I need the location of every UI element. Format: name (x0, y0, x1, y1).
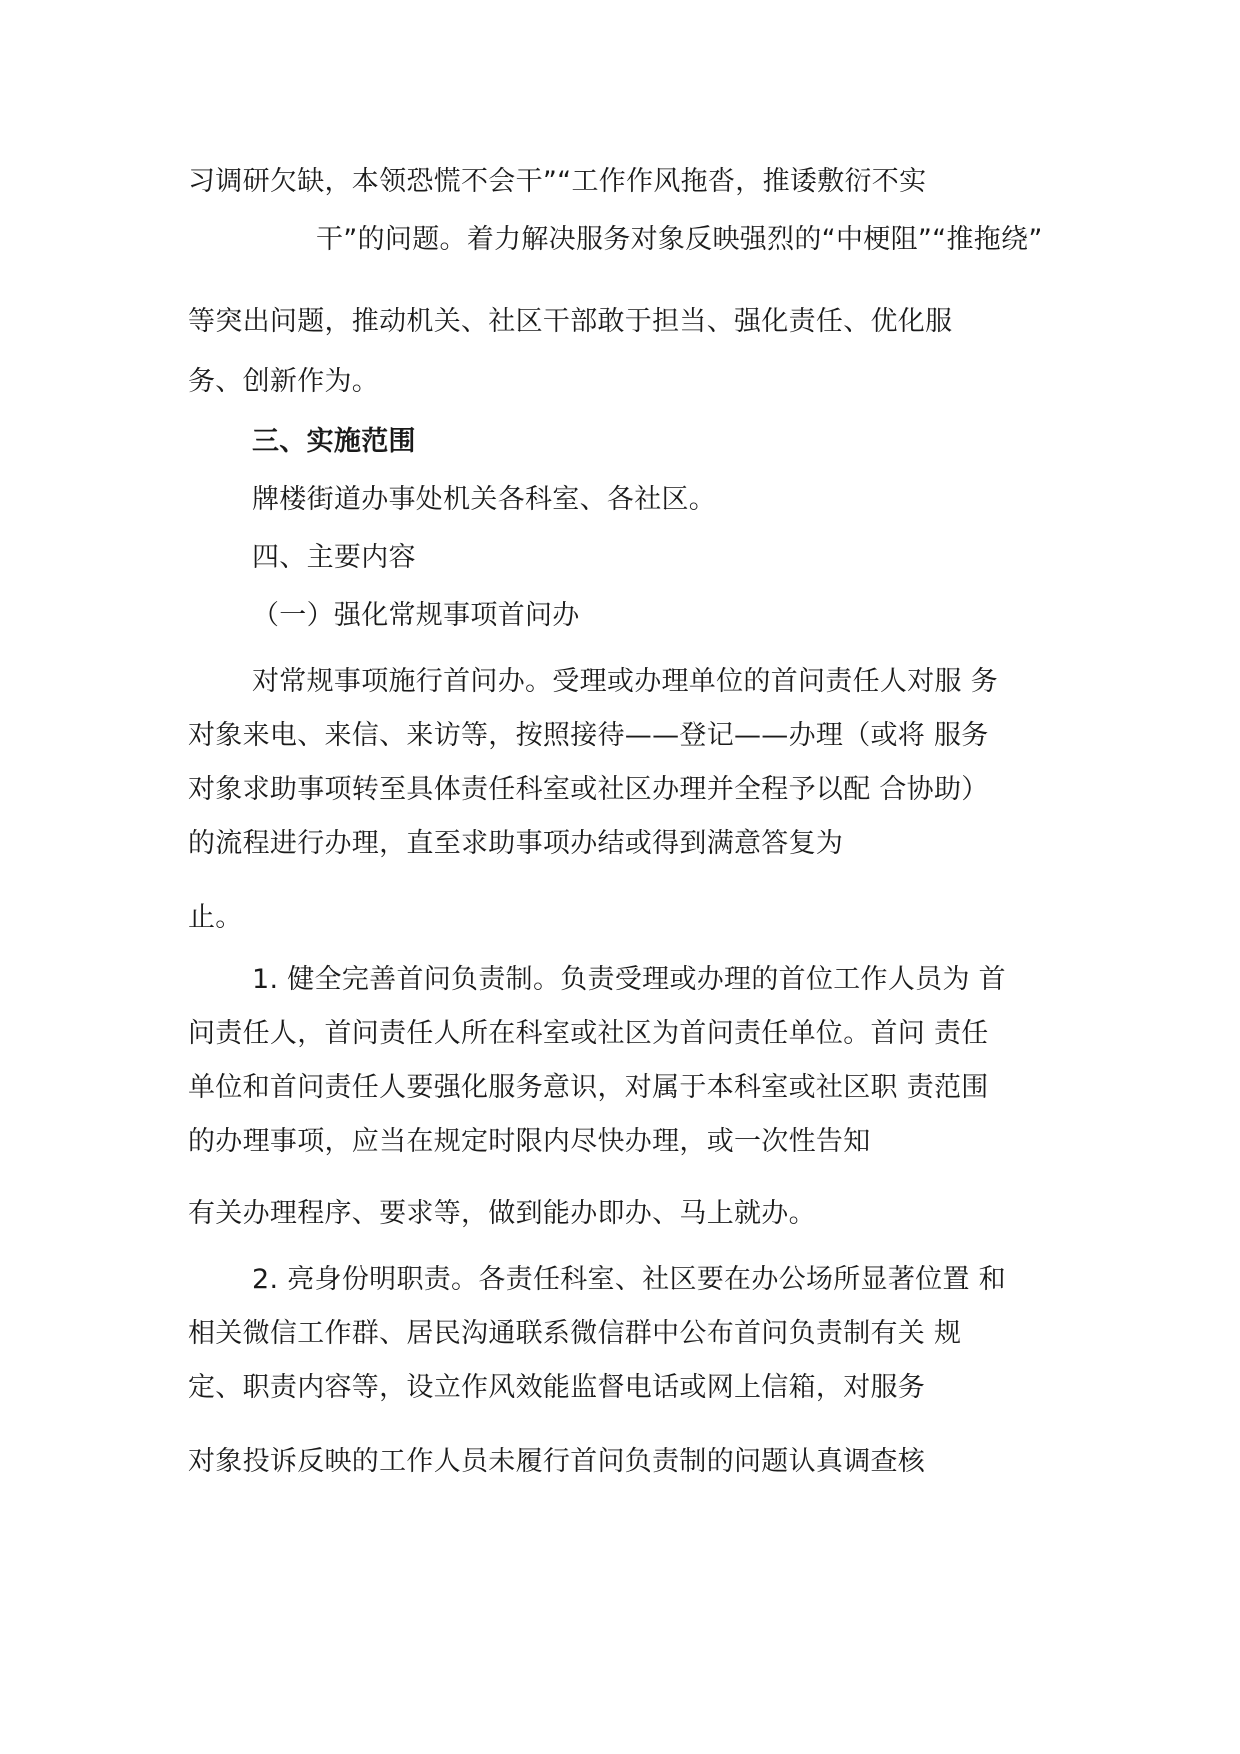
section-heading: 三、实施范围 (252, 426, 416, 457)
paragraph-line: 的办理事项，应当在规定时限内尽快办理，或一次性告知 (188, 1126, 871, 1157)
paragraph-line: 对常规事项施行首问办。受理或办理单位的首问责任人对服 务 (252, 666, 998, 697)
paragraph-line: 问责任人，首问责任人所在科室或社区为首问责任单位。首问 责任 (188, 1018, 989, 1049)
paragraph-line: 习调研欠缺，本领恐慌不会干”“工作作风拖沓，推诿敷衍不实 (188, 166, 927, 197)
paragraph-line: 的流程进行办理，直至求助事项办结或得到满意答复为 (188, 828, 844, 859)
paragraph-line: 对象来电、来信、来访等，按照接待——登记——办理（或将 服务 (188, 720, 989, 751)
paragraph-line: 等突出问题，推动机关、社区干部敢于担当、强化责任、优化服 (188, 306, 953, 337)
paragraph-line: 止。 (188, 902, 243, 933)
paragraph-line: 定、职责内容等，设立作风效能监督电话或网上信箱，对服务 (188, 1372, 926, 1403)
paragraph-line: 干”的问题。着力解决服务对象反映强烈的“中梗阻”“推拖绕” (316, 224, 1043, 255)
paragraph-line: 相关微信工作群、居民沟通联系微信群中公布首问负责制有关 规 (188, 1318, 962, 1349)
paragraph-line: 牌楼街道办事处机关各科室、各社区。 (252, 484, 717, 515)
paragraph-line: 1. 健全完善首问负责制。负责受理或办理的首位工作人员为 首 (252, 964, 1006, 995)
section-heading: 四、主要内容 (252, 542, 416, 573)
subsection-heading: （一）强化常规事项首问办 (252, 600, 580, 631)
paragraph-line: 对象求助事项转至具体责任科室或社区办理并全程予以配 合协助） (188, 774, 989, 805)
paragraph-line: 务、创新作为。 (188, 366, 380, 397)
paragraph-line: 对象投诉反映的工作人员未履行首问负责制的问题认真调查核 (188, 1446, 926, 1477)
paragraph-line: 2. 亮身份明职责。各责任科室、社区要在办公场所显著位置 和 (252, 1264, 1006, 1295)
paragraph-line: 单位和首问责任人要强化服务意识，对属于本科室或社区职 责范围 (188, 1072, 989, 1103)
paragraph-line: 有关办理程序、要求等，做到能办即办、马上就办。 (188, 1198, 816, 1229)
